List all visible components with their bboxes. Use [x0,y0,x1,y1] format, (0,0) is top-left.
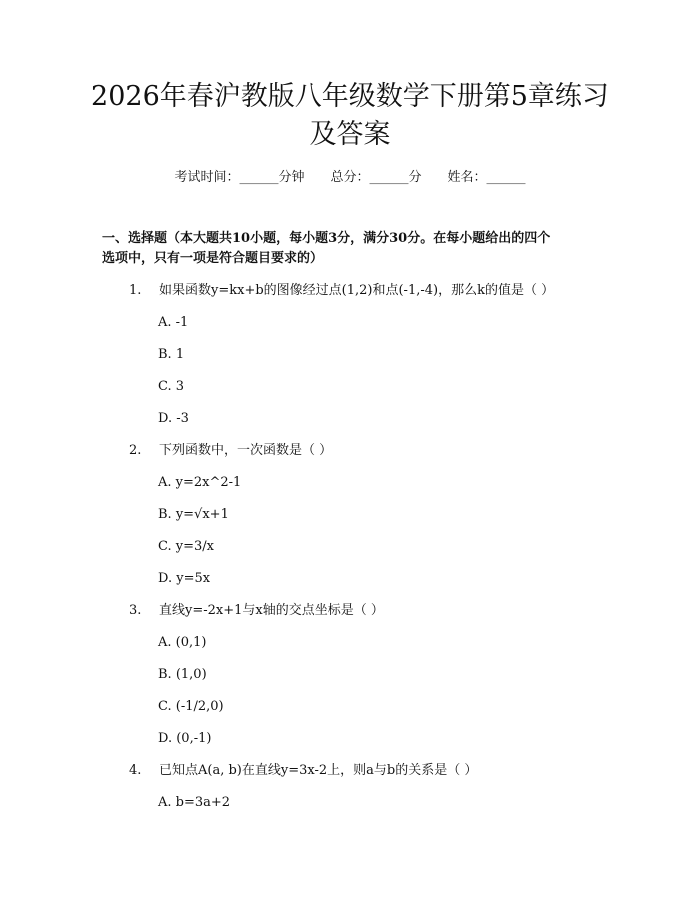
question-4 [129,761,477,781]
section-heading-line-1: 一、选择题（本大题共10小题，每小题3分，满分30分。在每小题给出的四个 [102,231,551,246]
title-line-2: 及答案 [309,119,391,150]
page-title [60,78,640,154]
option-3b: B. (1,0) [158,667,207,682]
option-3c: C. (-1/2,0) [158,699,224,714]
question-1 [129,281,554,301]
question-text: 直线y=-2x+1与x轴的交点坐标是（ ） [159,603,384,618]
name-field: 姓名：______ [447,170,526,185]
exam-meta [0,168,700,188]
question-number: 3. [129,603,142,618]
title-line-1: 2026年春沪教版八年级数学下册第5章练习 [91,81,609,112]
question-text: 已知点A(a, b)在直线y=3x-2上，则a与b的关系是（ ） [159,763,478,778]
section-heading [102,229,600,269]
question-number: 1. [129,283,142,298]
option-1c: C. 3 [158,379,185,394]
option-1d: D. -3 [158,411,189,426]
total-score-field: 总分：______分 [330,170,422,185]
question-number: 4. [129,763,142,778]
option-4a: A. b=3a+2 [158,795,231,810]
question-text: 下列函数中，一次函数是（ ） [159,443,333,458]
option-2c: C. y=3/x [158,539,214,554]
question-3 [129,601,384,621]
option-2b: B. y=√x+1 [158,507,229,522]
exam-time-field: 考试时间：______分钟 [174,170,305,185]
option-2a: A. y=2x^2-1 [158,475,242,490]
option-1a: A. -1 [158,315,189,330]
section-heading-line-2: 选项中，只有一项是符合题目要求的） [102,251,324,266]
option-3a: A. (0,1) [158,635,207,650]
question-text: 如果函数y=kx+b的图像经过点(1,2)和点(-1,-4)，那么k的值是（ ） [159,283,555,298]
option-2d: D. y=5x [158,571,211,586]
question-number: 2. [129,443,142,458]
option-1b: B. 1 [158,347,185,362]
question-2 [129,441,332,461]
option-3d: D. (0,-1) [158,731,212,746]
